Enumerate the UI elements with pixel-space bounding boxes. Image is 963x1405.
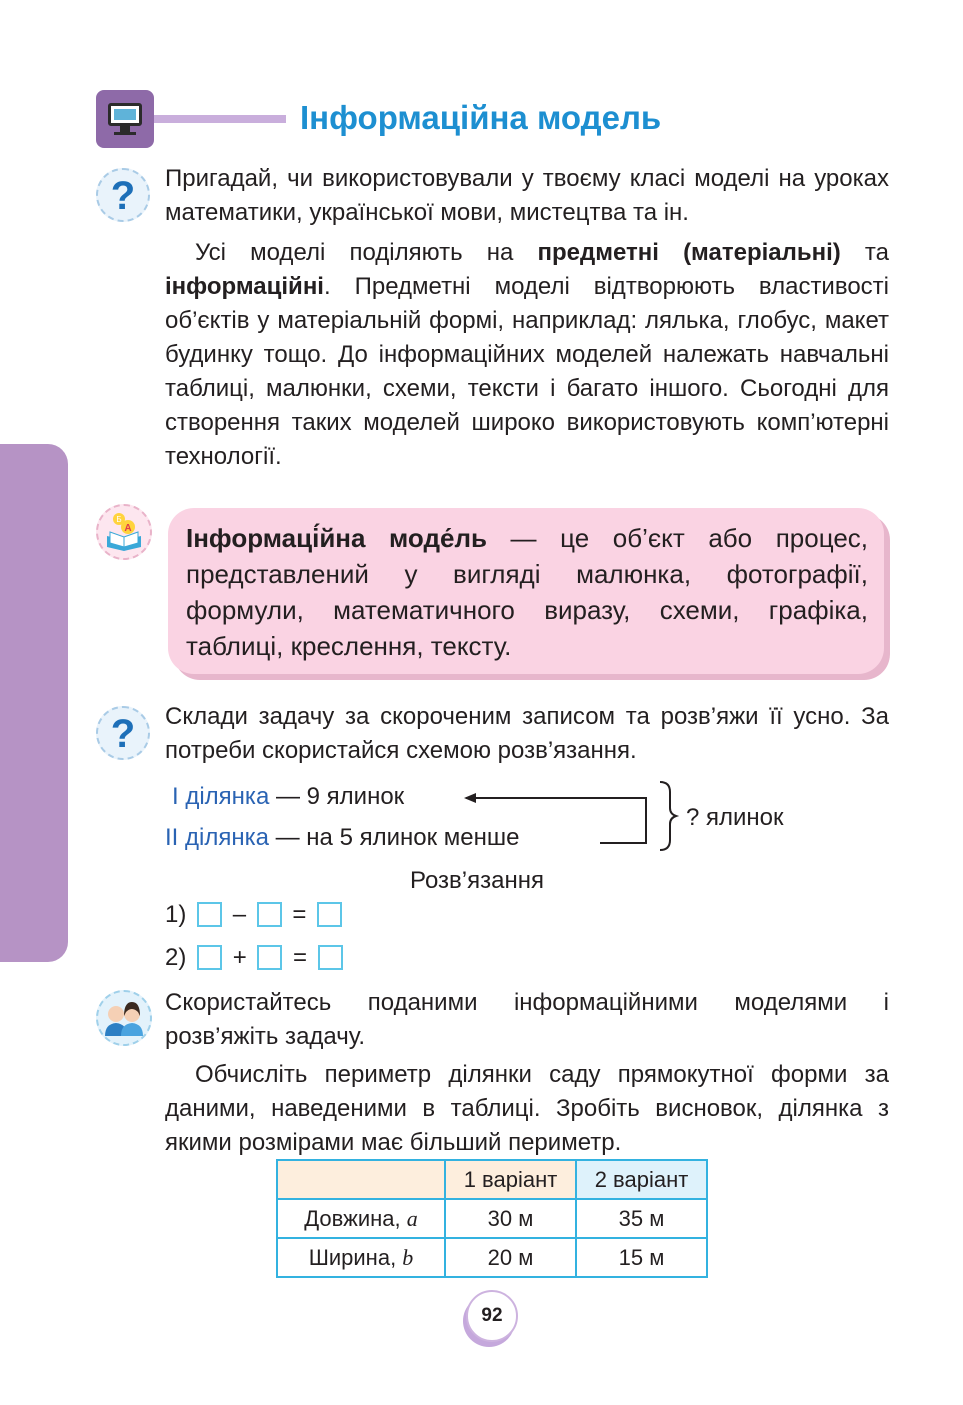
solution-title: Розв’язання — [410, 867, 544, 894]
scheme-arrows — [460, 780, 680, 852]
question-icon: ? — [96, 168, 150, 222]
answer-box[interactable] — [257, 902, 282, 927]
group-task-intro: Скористайтесь поданими інформаційними моделями і розв’яжіть задачу. — [165, 989, 889, 1050]
table-header-cell — [277, 1160, 445, 1199]
answer-box[interactable] — [317, 902, 342, 927]
definition-box: Інформаці́йна моде́ль — це об’єкт або процес, представлений у вигляді малюнка, фотографії, формули, математичного виразу, схеми, графіка, таблиці, креслення, тексту. — [168, 508, 884, 674]
svg-text:Б: Б — [116, 515, 122, 524]
scheme-line-1: І ділянка — 9 ялинок — [172, 783, 405, 810]
equation-1: 1) – = — [165, 901, 346, 929]
side-tab — [0, 444, 68, 962]
answer-box[interactable] — [197, 902, 222, 927]
header-divider — [154, 115, 286, 123]
task-question: Склади задачу за скороченим записом та розв’яжи її усно. За потреби скористайся схемою розв’язання. — [165, 703, 889, 764]
table-cell: 15 м — [576, 1238, 707, 1277]
table-cell: 20 м — [445, 1238, 576, 1277]
svg-text:А: А — [124, 523, 132, 534]
page-title: Інформаційна модель — [300, 99, 662, 136]
table-row-label: Довжина, a — [277, 1199, 445, 1238]
recall-question: Пригадай, чи використовували у твоєму класі моделі на уроках математики, української мови, мистецтва та ін. — [165, 165, 889, 226]
answer-box[interactable] — [197, 945, 222, 970]
table-header-cell: 2 варіант — [576, 1160, 707, 1199]
table-cell: 30 м — [445, 1199, 576, 1238]
book-icon — [96, 504, 152, 560]
scheme-total: ? ялинок — [686, 804, 784, 831]
data-table — [276, 1159, 708, 1278]
pair-work-icon — [96, 990, 152, 1046]
group-task-text: Обчисліть периметр ділянки саду прямокутної форми за даними, наведеними в таблиці. Зробіть висновок, ділянка з якими розмірами має більший периметр. — [165, 1061, 889, 1156]
table-row — [277, 1238, 707, 1277]
question-icon: ? — [96, 706, 150, 760]
answer-box[interactable] — [257, 945, 282, 970]
table-cell: 35 м — [576, 1199, 707, 1238]
models-paragraph: Усі моделі поділяють на предметні (матеріальні) та інформаційні. Предметні моделі відтворюють властивості об’єктів у матеріальній формі, наприклад: лялька, глобус, макет будинку тощо. До інформаційних моделей належать навчальні таблиці, малюнки, схеми, тексти і багато іншого. Сьогодні для створення таких моделей широко використовують комп’ютерні технології. — [165, 239, 889, 470]
equation-2: 2) + = — [165, 944, 347, 972]
table-row — [277, 1199, 707, 1238]
page-number: 92 — [466, 1290, 518, 1342]
scheme-line-2: ІІ ділянка — на 5 ялинок менше — [165, 824, 520, 851]
computer-monitor-icon — [96, 90, 154, 148]
table-header-row — [277, 1160, 707, 1199]
table-row-label: Ширина, b — [277, 1238, 445, 1277]
table-header-cell: 1 варіант — [445, 1160, 576, 1199]
answer-box[interactable] — [318, 945, 343, 970]
